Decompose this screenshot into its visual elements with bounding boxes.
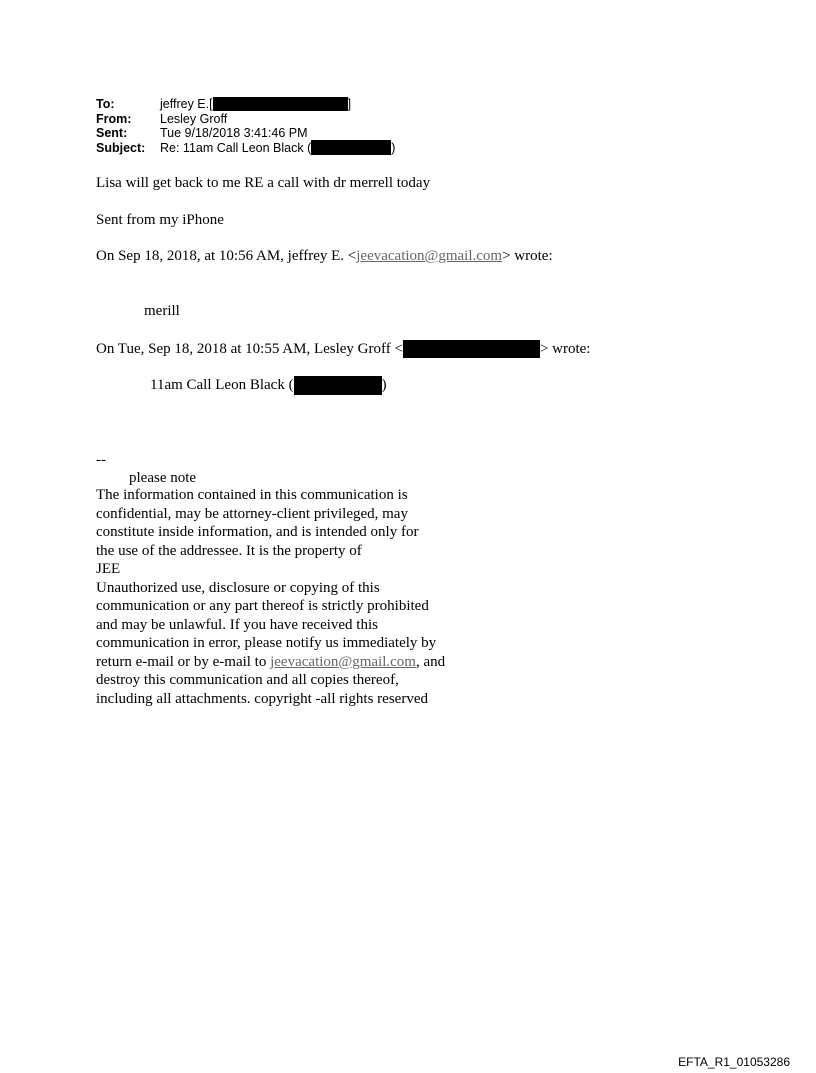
subject-close: ) (391, 140, 396, 155)
from-value: Lesley Groff (160, 111, 228, 126)
disclaimer-line: The information contained in this communication is (96, 487, 408, 503)
to-value: jeffrey E.[ (160, 97, 213, 111)
email-link[interactable]: jeevacation@gmail.com (356, 248, 503, 264)
quote2-intro (96, 340, 590, 359)
to-row (96, 97, 395, 112)
quote2-text-suffix: ) (381, 377, 387, 394)
from-label: From: (96, 111, 132, 126)
redaction-block (213, 97, 348, 111)
to-close: ] (347, 97, 352, 111)
subject-value: Re: 11am Call Leon Black ( (160, 140, 312, 155)
subject-label: Subject: (96, 140, 146, 155)
document-id: EFTA_R1_01053286 (678, 1055, 790, 1069)
redaction-block (403, 340, 540, 358)
signature-separator: -- (96, 452, 106, 468)
disclaimer-line: confidential, may be attorney-client privileged, may (96, 505, 408, 522)
disclaimer-line: including all attachments. copyright -all rights reserved (96, 690, 428, 707)
to-label: To: (96, 97, 115, 111)
sent-value: Tue 9/18/2018 3:41:46 PM (160, 126, 308, 140)
from-row (96, 112, 395, 127)
subject-row (96, 141, 395, 156)
email-header (96, 97, 395, 155)
quote2-intro-prefix: On Tue, Sep 18, 2018 at 10:55 AM, Lesley Groff < (96, 341, 403, 357)
email-link[interactable]: jeevacation@gmail.com (270, 653, 416, 670)
disclaimer-line: constitute inside information, and is intended only for (96, 524, 419, 540)
disclaimer-email-suffix: , and (415, 653, 446, 670)
quote1-intro (96, 247, 553, 266)
sent-row (96, 126, 395, 141)
disclaimer (96, 486, 496, 708)
quote2-text-prefix: 11am Call Leon Black ( (150, 377, 294, 394)
quote1-intro-prefix: On Sep 18, 2018, at 10:56 AM, jeffrey E. < (96, 248, 357, 264)
quote2-intro-suffix: > wrote: (539, 341, 591, 357)
please-note: please note (129, 470, 197, 486)
reply-text: Lisa will get back to me RE a call with dr merrell today (96, 175, 431, 191)
disclaimer-line: communication or any part thereof is strictly prohibited (96, 598, 429, 614)
disclaimer-line: JEE (96, 561, 121, 577)
redaction-block (294, 376, 382, 395)
signature: Sent from my iPhone (96, 212, 224, 228)
quote1-intro-suffix: > wrote: (502, 248, 553, 264)
disclaimer-email-line (96, 653, 496, 672)
disclaimer-line: the use of the addressee. It is the property of (96, 542, 362, 559)
sent-label: Sent: (96, 126, 128, 140)
disclaimer-line: destroy this communication and all copies thereof, (96, 672, 399, 688)
disclaimer-line: and may be unlawful. If you have received this (96, 616, 378, 633)
quote1-text: merill (144, 303, 180, 319)
disclaimer-line: Unauthorized use, disclosure or copying of this (96, 579, 380, 596)
disclaimer-line: communication in error, please notify us immediately by (96, 635, 437, 651)
redaction-block (311, 140, 391, 155)
disclaimer-email-prefix: return e-mail or by e-mail to (96, 653, 271, 670)
quote2-text (150, 376, 387, 395)
